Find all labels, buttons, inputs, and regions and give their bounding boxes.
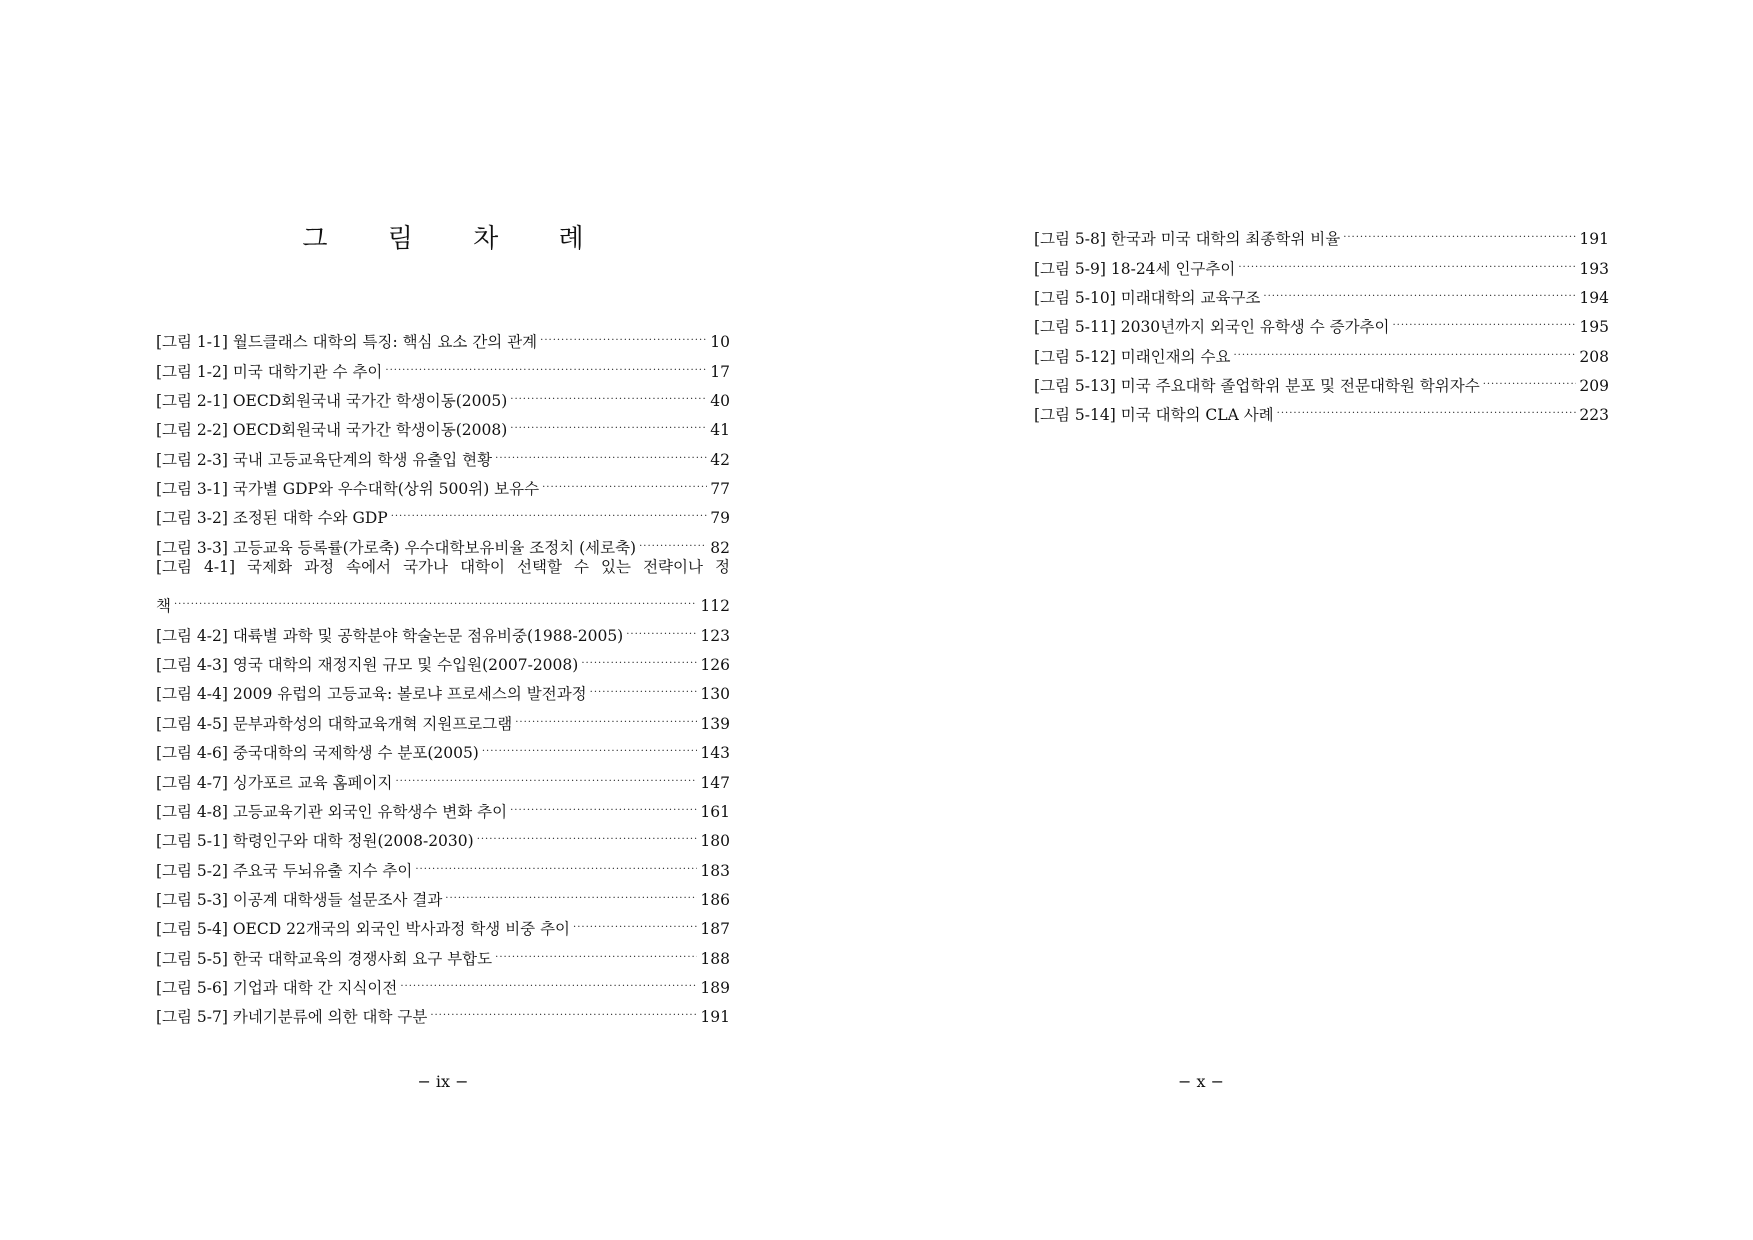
toc-entry-label: [그림 4-6] 중국대학의 국제학생 수 분포(2005) — [156, 744, 479, 763]
toc-entry-label: [그림 4-2] 대륙별 과학 및 공학분야 학술논문 점유비중(1988-2005) — [156, 626, 624, 645]
toc-entry-page: 191 — [1579, 230, 1609, 249]
page-title: 그 림 차 례 — [302, 224, 610, 254]
dot-leader — [174, 582, 697, 611]
toc-entry-label: [그림 4-8] 고등교육기관 외국인 유학생수 변화 추이 — [156, 802, 508, 821]
toc-entry-label: [그림 2-3] 국내 고등교육단계의 학생 유출입 현황 — [156, 450, 493, 469]
toc-entry-label: [그림 3-3] 고등교육 등록률(가로축) 우수대학보유비율 조정치 (세로축) — [156, 538, 637, 557]
toc-entry-page: 41 — [710, 421, 730, 440]
toc-entry-page: 187 — [700, 920, 730, 939]
toc-entry-label: [그림 5-12] 미래인재의 수요 — [1034, 347, 1231, 366]
toc-entry-page: 17 — [710, 362, 730, 381]
dot-leader — [391, 494, 708, 523]
toc-entry[interactable] — [156, 553, 730, 616]
dot-leader — [385, 347, 707, 376]
toc-entry-page: 194 — [1579, 289, 1609, 308]
toc-entry-page: 223 — [1579, 406, 1609, 425]
toc-entry-label: [그림 5-9] 18-24세 인구추이 — [1034, 259, 1236, 278]
toc-entry-label: [그림 5-5] 한국 대학교육의 경쟁사회 요구 부합도 — [156, 949, 493, 968]
dot-leader — [430, 993, 697, 1022]
toc-entry-page: 195 — [1579, 318, 1609, 337]
dot-leader — [540, 318, 707, 347]
dot-leader — [542, 465, 707, 494]
dot-leader — [415, 846, 697, 875]
toc-entry-page: 123 — [700, 626, 730, 645]
toc-entry-label: [그림 5-8] 한국과 미국 대학의 최종학위 비율 — [1034, 230, 1341, 249]
toc-entry-label: [그림 1-2] 미국 대학기관 수 추이 — [156, 362, 383, 381]
toc-entry-page: 77 — [710, 480, 730, 499]
toc-entry-label: [그림 5-3] 이공계 대학생들 설문조사 결과 — [156, 890, 443, 909]
toc-entry-page: 208 — [1579, 347, 1609, 366]
toc-entry-label-continued: 책 — [156, 597, 171, 616]
dot-leader — [510, 377, 707, 406]
dot-leader — [1483, 362, 1577, 391]
toc-entry-label: [그림 5-13] 미국 주요대학 졸업학위 분포 및 전문대학원 학위자수 — [1034, 377, 1480, 396]
toc-entry-label: [그림 3-2] 조정된 대학 수와 GDP — [156, 509, 388, 528]
toc-entry-page: 10 — [710, 333, 730, 352]
toc-entry-page: 130 — [700, 685, 730, 704]
dot-leader — [639, 523, 707, 552]
toc-entry-label: [그림 2-2] OECD회원국내 국가간 학생이동(2008) — [156, 421, 508, 440]
toc-entry[interactable] — [1034, 215, 1609, 249]
dot-leader — [1277, 391, 1577, 420]
toc-entry-label: [그림 4-1] 국제화 과정 속에서 국가나 대학이 선택할 수 있는 전략이나 정 — [156, 557, 730, 576]
dot-leader — [581, 641, 697, 670]
toc-entry-page: 42 — [710, 450, 730, 469]
figure-toc-list — [1034, 215, 1609, 425]
toc-entry-page: 161 — [700, 802, 730, 821]
dot-leader — [573, 905, 697, 934]
toc-entry-label: [그림 5-4] OECD 22개국의 외국인 박사과정 학생 비중 추이 — [156, 920, 571, 939]
dot-leader — [515, 699, 697, 728]
toc-entry-page: 126 — [700, 656, 730, 675]
dot-leader — [495, 435, 707, 464]
dot-leader — [482, 729, 698, 758]
dot-leader — [1343, 215, 1576, 244]
toc-entry-label: [그림 5-10] 미래대학의 교육구조 — [1034, 289, 1261, 308]
toc-entry-page: 82 — [710, 538, 730, 557]
toc-entry-page: 186 — [700, 890, 730, 909]
dot-leader — [395, 758, 697, 787]
toc-entry-page: 188 — [700, 949, 730, 968]
figure-toc-list — [156, 318, 730, 1027]
dot-leader — [495, 934, 697, 963]
dot-leader — [477, 817, 698, 846]
toc-entry-page: 183 — [700, 861, 730, 880]
dot-leader — [1238, 244, 1576, 273]
toc-entry-label: [그림 2-1] OECD회원국내 국가간 학생이동(2005) — [156, 392, 508, 411]
toc-entry[interactable] — [156, 611, 730, 645]
dot-leader — [1393, 303, 1577, 332]
right-page — [877, 0, 1753, 1240]
dot-leader — [1263, 274, 1576, 303]
toc-entry-label: [그림 5-7] 카네기분류에 의한 대학 구분 — [156, 1008, 428, 1027]
toc-entry-label: [그림 4-5] 문부과학성의 대학교육개혁 지원프로그램 — [156, 714, 513, 733]
toc-entry-label: [그림 4-7] 싱가포르 교육 홈페이지 — [156, 773, 393, 792]
dot-leader — [445, 876, 697, 905]
dot-leader — [400, 964, 697, 993]
toc-entry-label: [그림 5-2] 주요국 두뇌유출 지수 추이 — [156, 861, 413, 880]
toc-entry-page: 40 — [710, 392, 730, 411]
toc-entry-page: 189 — [700, 978, 730, 997]
toc-entry-page: 193 — [1579, 259, 1609, 278]
toc-entry-label: [그림 4-3] 영국 대학의 재정지원 규모 및 수입원(2007-2008) — [156, 656, 579, 675]
toc-entry-page: 209 — [1579, 377, 1609, 396]
toc-entry-label: [그림 5-6] 기업과 대학 간 지식이전 — [156, 978, 398, 997]
toc-entry-label: [그림 5-1] 학령인구와 대학 정원(2008-2030) — [156, 832, 474, 851]
toc-entry-label: [그림 3-1] 국가별 GDP와 우수대학(상위 500위) 보유수 — [156, 480, 540, 499]
dot-leader — [590, 670, 698, 699]
toc-entry-continuation-line — [156, 582, 730, 616]
toc-entry-label: [그림 1-1] 월드클래스 대학의 특징: 핵심 요소 간의 관계 — [156, 333, 538, 352]
toc-entry-page: 191 — [700, 1008, 730, 1027]
toc-entry-page: 147 — [700, 773, 730, 792]
toc-entry-page: 143 — [700, 744, 730, 763]
dot-leader — [510, 788, 697, 817]
toc-entry-label: [그림 4-4] 2009 유럽의 고등교육: 볼로냐 프로세스의 발전과정 — [156, 685, 587, 704]
toc-entry-label: [그림 5-14] 미국 대학의 CLA 사례 — [1034, 406, 1274, 425]
toc-entry-page: 79 — [710, 509, 730, 528]
toc-entry-page: 112 — [700, 597, 730, 616]
toc-entry[interactable] — [156, 318, 730, 352]
dot-leader — [1233, 332, 1576, 361]
toc-entry-page: 180 — [700, 832, 730, 851]
toc-entry-label: [그림 5-11] 2030년까지 외국인 유학생 수 증가추이 — [1034, 318, 1390, 337]
dot-leader — [510, 406, 707, 435]
page-number: − x − — [1177, 1072, 1224, 1091]
toc-entry-page: 139 — [700, 714, 730, 733]
page-number: − ix − — [417, 1072, 469, 1091]
dot-leader — [626, 611, 697, 640]
